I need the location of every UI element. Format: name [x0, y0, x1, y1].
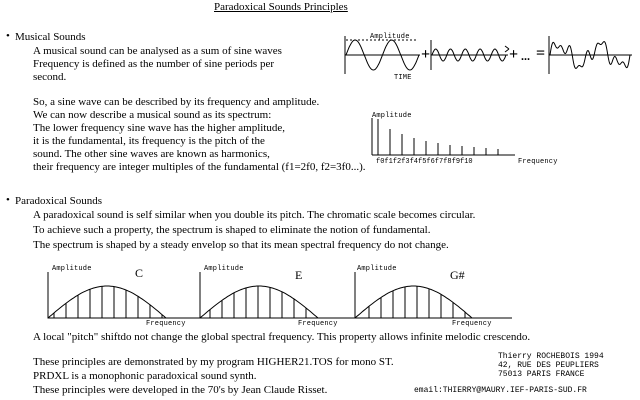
bullet-icon: •	[6, 30, 10, 42]
paradox-c-note: C	[135, 266, 144, 280]
section-heading-musical: Musical Sounds	[15, 31, 86, 43]
plus-symbol: +	[421, 46, 431, 63]
text-line: A musical sound can be analysed as a sum of sine waves	[33, 45, 282, 57]
spectrum-bars	[378, 119, 498, 155]
text-line: A local "pitch" shiftdo not change the global spectral frequency. This property allows infinite melodic crescendo.	[33, 331, 531, 343]
text-line: their frequency are integer multiples of the fundamental (f1=2f0, f2=3f0...).	[33, 161, 366, 173]
bullet-icon: •	[6, 194, 10, 206]
paradox-axes	[355, 272, 512, 318]
footer-line: These principles are demonstrated by my program HIGHER21.TOS for mono ST.	[33, 356, 394, 368]
spectrum-tick-labels: f0f1f2f3f4f5f6f7f8f9f10	[376, 158, 473, 166]
footer-line: These principles were developed in the 70's by Jean Claude Risset.	[33, 384, 328, 396]
text-line: We can now describe a musical sound as its spectrum:	[33, 109, 272, 121]
spectrum-amplitude-label: Amplitude	[372, 112, 412, 120]
paradox-g-note: G#	[450, 268, 465, 282]
plus-symbol: +	[509, 46, 519, 63]
author-email: email:THIERRY@MAURY.IEF-PARIS-SUD.FR	[414, 386, 587, 395]
page-title: Paradoxical Sounds Principles	[214, 1, 348, 13]
text-line: The spectrum is shaped by a steady envelop so that its mean spectral frequency do not change.	[33, 239, 449, 251]
text-line: Frequency is defined as the number of sine periods per	[33, 58, 275, 70]
wave-time-label: TIME	[394, 74, 412, 82]
text-line: To achieve such a property, the spectrum is shaped to eliminate the notion of fundamental.	[33, 224, 431, 236]
text-line: it is the fundamental, its frequency is the pitch of the	[33, 135, 265, 147]
paradox-e-frequency-label: Frequency	[298, 320, 338, 328]
paradox-c-frequency-label: Frequency	[146, 320, 186, 328]
author-name: Thierry ROCHEBOIS 1994	[498, 352, 604, 361]
paradox-envelope	[355, 286, 472, 318]
paradox-g-frequency-label: Frequency	[452, 320, 492, 328]
paradox-g-amplitude-label: Amplitude	[357, 265, 397, 273]
equals-symbol: =	[536, 45, 546, 62]
author-street: 42, RUE DES PEUPLIERS	[498, 361, 599, 370]
paradox-axes	[48, 272, 206, 318]
ellipsis-symbol: ...	[521, 49, 530, 63]
paradox-e-note: E	[295, 268, 303, 282]
text-line: second.	[33, 71, 67, 83]
arrow-icon	[505, 46, 509, 52]
text-line: The lower frequency sine wave has the higher amplitude,	[33, 122, 285, 134]
paradox-axes	[200, 272, 358, 318]
footer-line: PRDXL is a monophonic paradoxical sound synth.	[33, 370, 257, 382]
wave-amplitude-label: Amplitude	[370, 33, 410, 41]
paradox-plots	[48, 272, 512, 318]
section-heading-paradoxical: Paradoxical Sounds	[15, 195, 103, 207]
paradox-e-amplitude-label: Amplitude	[204, 265, 244, 273]
spectrum-frequency-label: Frequency	[518, 158, 558, 166]
text-line: sound. The other sine waves are known as harmonics,	[33, 148, 270, 160]
paradox-envelope	[200, 286, 318, 318]
paradox-c-amplitude-label: Amplitude	[52, 265, 92, 273]
text-line: A paradoxical sound is self similar when you double its pitch. The chromatic scale becomes circular.	[33, 209, 476, 221]
text-line: So, a sine wave can be described by its frequency and amplitude.	[33, 96, 320, 108]
author-city: 75013 PARIS FRANCE	[498, 370, 585, 379]
